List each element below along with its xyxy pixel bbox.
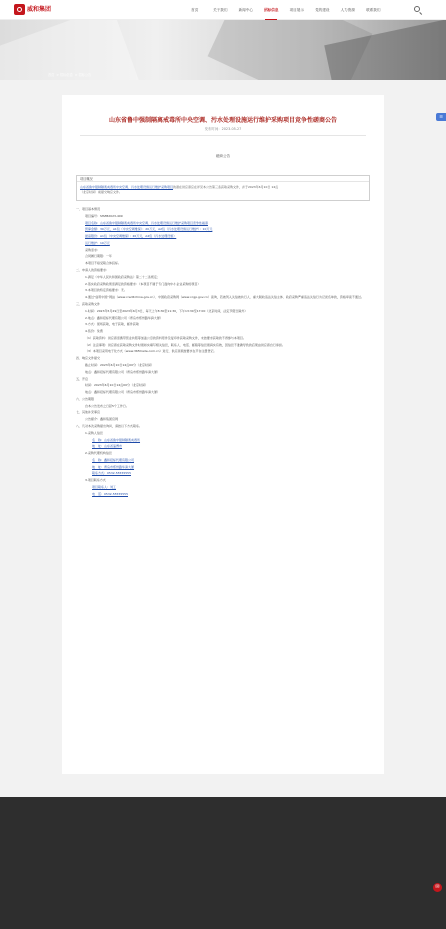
body-text[interactable]: 名 称：山东省鲁中强制隔离戒毒所 — [92, 437, 141, 442]
top-header — [0, 0, 446, 20]
body-text[interactable]: 项目名称：山东省鲁中强制隔离戒毒所中央空调、污水处理设施运行维护采购项目竞争性磋商 — [85, 220, 209, 225]
article-card — [62, 95, 384, 774]
body-text: 4.通过“信用中国”网站（www.creditchina.gov.cn）、中国政府采购网（www.ccgp.gov.cn）查询，若被列入失信被执行人、重大税收违法失信主体、政府采购严重违法失信行为记录名单的，资格审查不通过。 — [85, 295, 364, 300]
body-line — [76, 363, 372, 368]
article-body — [76, 207, 372, 499]
body-text: 五、开启 — [76, 376, 89, 381]
body-text: 地点：鑫和招标代理有限公司（青岛市郑州路华润大厦） — [85, 369, 161, 374]
body-text: 2.采购代理机构信息 — [85, 451, 112, 456]
body-line — [76, 241, 372, 246]
body-line — [76, 261, 372, 266]
body-line — [76, 397, 372, 402]
body-text: 2.落实政府采购政策需满足的资格要求：（本项目不属于专门面向中小企业采购的项目） — [85, 281, 201, 286]
page-title: 山东省鲁中强制隔离戒毒所中央空调、污水处理设施运行维护采购项目竞争性磋商公告 — [108, 117, 337, 124]
nav-item[interactable]: 招标信息 — [259, 0, 285, 20]
body-text: 七、其他补充事宜 — [76, 410, 101, 415]
overview-heading: 项目概况 — [77, 176, 369, 182]
body-line — [76, 485, 372, 490]
body-text[interactable]: 项目联系人：刘工 — [92, 485, 117, 490]
body-line — [76, 356, 372, 361]
body-text[interactable]: 预算金额：30万元，A1包（中央空调维保）：20万元，A2包（污水处理设施运行维护）：10万元 — [85, 227, 213, 232]
body-text: （3）本项目采用电子化方式（www.365trade.com.cn）进行，供应商须按要求在平台注册登记。 — [85, 349, 217, 354]
body-line — [76, 377, 372, 382]
body-line — [76, 282, 372, 287]
nav-item[interactable]: 联系我们 — [366, 8, 381, 12]
body-line — [76, 390, 372, 395]
body-line — [76, 309, 372, 314]
body-text[interactable]: 地 址：山东省淄博市 — [92, 444, 123, 449]
body-text: 六、公告期限 — [76, 396, 95, 401]
body-line — [76, 492, 372, 497]
nav-item[interactable]: 人力资源 — [340, 8, 355, 12]
search-icon[interactable] — [414, 6, 420, 12]
body-text: 1.满足《中华人民共和国政府采购法》第二十二条规定； — [85, 274, 160, 279]
body-text[interactable]: 名 称：鑫和招标代理有限公司 — [92, 457, 135, 462]
body-line — [76, 343, 372, 348]
body-line — [76, 295, 372, 300]
body-line — [76, 465, 372, 470]
body-line — [76, 458, 372, 463]
body-text: 四、响应文件提交 — [76, 356, 101, 361]
body-text: 八、凡对本次采购提出询问，请按以下方式联系。 — [76, 424, 143, 428]
body-line — [76, 288, 372, 293]
body-line — [76, 227, 372, 232]
body-line — [76, 275, 372, 280]
body-text[interactable]: 电 话：0532-55555555 — [92, 491, 128, 496]
body-line — [76, 404, 372, 409]
body-text[interactable]: 联系方式：0532-55555555 — [92, 471, 131, 476]
body-line — [76, 268, 372, 273]
body-line — [76, 207, 372, 212]
logo-text: 威和集团 — [27, 6, 52, 13]
body-text: 自本公告发布之日起5个工作日。 — [85, 403, 129, 408]
nav-item[interactable]: 新闻中心 — [238, 8, 253, 12]
nav-item[interactable]: 党的建设 — [315, 8, 330, 12]
body-line — [76, 316, 372, 321]
body-line — [76, 221, 372, 226]
page-banner — [0, 20, 446, 80]
body-text: 3.项目联系方式 — [85, 478, 106, 483]
divider — [80, 135, 366, 136]
body-line — [76, 254, 372, 259]
nav-item[interactable]: 关于我们 — [213, 8, 228, 12]
overview-rest: 的潜在供应商应在详见本公告第三条获取采购文件，并于2023年6月10日 14点 — [173, 185, 279, 189]
body-text: 本项目不接受联合体投标。 — [85, 261, 122, 266]
body-text: 合同履行期限：一年 — [85, 254, 113, 259]
body-text: 公告媒介：鑫和集团官网 — [85, 417, 119, 422]
body-text: 3.本项目的特定资格要求：无。 — [85, 288, 127, 293]
body-line — [76, 417, 372, 422]
breadcrumb-item[interactable]: 首页 — [48, 73, 55, 77]
body-text: 4.售价：免费 — [85, 329, 103, 334]
breadcrumb-item[interactable]: > 招标信息 — [56, 73, 73, 77]
body-line — [76, 438, 372, 443]
body-text: 3.方式：现场获取，电子获取，邮件获取 — [85, 322, 139, 327]
overview-text — [80, 185, 368, 195]
publish-date: 发布时间：2023-05-27 — [204, 127, 242, 131]
body-line — [76, 383, 372, 388]
body-line — [76, 302, 372, 307]
body-text: 截止时间：2023年6月10日14点00分（北京时间） — [85, 362, 154, 367]
body-line — [76, 370, 372, 375]
body-line — [76, 322, 372, 327]
body-line — [76, 410, 372, 415]
body-line — [76, 424, 372, 429]
body-text: 时间：2023年6月10日14点00分（北京时间） — [85, 383, 148, 388]
nav-item[interactable]: 首页 — [191, 8, 199, 12]
body-text: （1）获取资料：供应商需携带营业执照等加盖公章的资料原件及复印件获取采购文件，未按要求获取的不得参与本项目。 — [85, 335, 246, 340]
body-line — [76, 431, 372, 436]
logo-mark-icon — [14, 4, 25, 15]
body-text: 采购需求： — [85, 247, 101, 252]
body-text: 三、获取采购文件 — [76, 301, 101, 306]
body-line — [76, 349, 372, 354]
contact-float-icon[interactable]: ✉ — [433, 883, 442, 892]
project-link[interactable]: 山东省鲁中强制隔离戒毒所中央空调、污水处理设施运行维护采购项目 — [80, 185, 174, 189]
body-text: 1.采购人信息 — [85, 430, 103, 435]
body-text: 1.时间：2023年5月29日至2023年6月3日，每天上午8:30至11:30，下午13:30至17:00（北京时间，法定节假日除外） — [85, 308, 248, 313]
breadcrumb-item[interactable]: > 招标公告 — [74, 73, 92, 77]
overview-deadline: （北京时间）前提交响应文件。 — [80, 190, 123, 194]
body-text: 2.地点：鑫和招标代理有限公司（青岛市郑州路华润大厦） — [85, 315, 163, 320]
body-text[interactable]: 最高限价：A1包（中央空调维保）：20万元，A2包（污水处理设施） — [85, 234, 177, 239]
page-footer — [0, 797, 446, 929]
body-line — [76, 478, 372, 483]
body-text: 二、申请人的资格要求： — [76, 268, 110, 273]
brand-logo[interactable] — [14, 3, 74, 16]
side-tab-icon[interactable]: ☰ — [436, 113, 446, 121]
body-text: 地点：鑫和招标代理有限公司（青岛市郑州路华润大厦） — [85, 390, 161, 395]
body-line — [76, 329, 372, 334]
body-line — [76, 336, 372, 341]
main-nav — [182, 0, 386, 20]
breadcrumb — [48, 72, 93, 77]
project-overview-box — [76, 175, 370, 201]
body-line — [76, 214, 372, 219]
nav-item[interactable]: 项目展示 — [289, 8, 304, 12]
body-text[interactable]: 地 址：青岛市郑州路华润大厦 — [92, 464, 135, 469]
body-line — [76, 234, 372, 239]
body-line — [76, 471, 372, 476]
body-text: （2）注意事项：供应商在获取采购文件时须如实填写相关信息，联系人、电话、邮箱等信息须真实有效，因信息不准确导致的后果由供应商自行承担。 — [85, 342, 285, 347]
body-text[interactable]: 运行维护：10万元 — [85, 240, 110, 245]
banner-decor — [0, 20, 139, 80]
body-line — [76, 248, 372, 253]
body-line — [76, 451, 372, 456]
body-text: 项目编号：SHZB2023-409 — [85, 213, 123, 218]
body-line — [76, 444, 372, 449]
body-text: 一、项目基本情况 — [76, 207, 101, 211]
section-subtitle: 磋商公告 — [215, 154, 231, 158]
